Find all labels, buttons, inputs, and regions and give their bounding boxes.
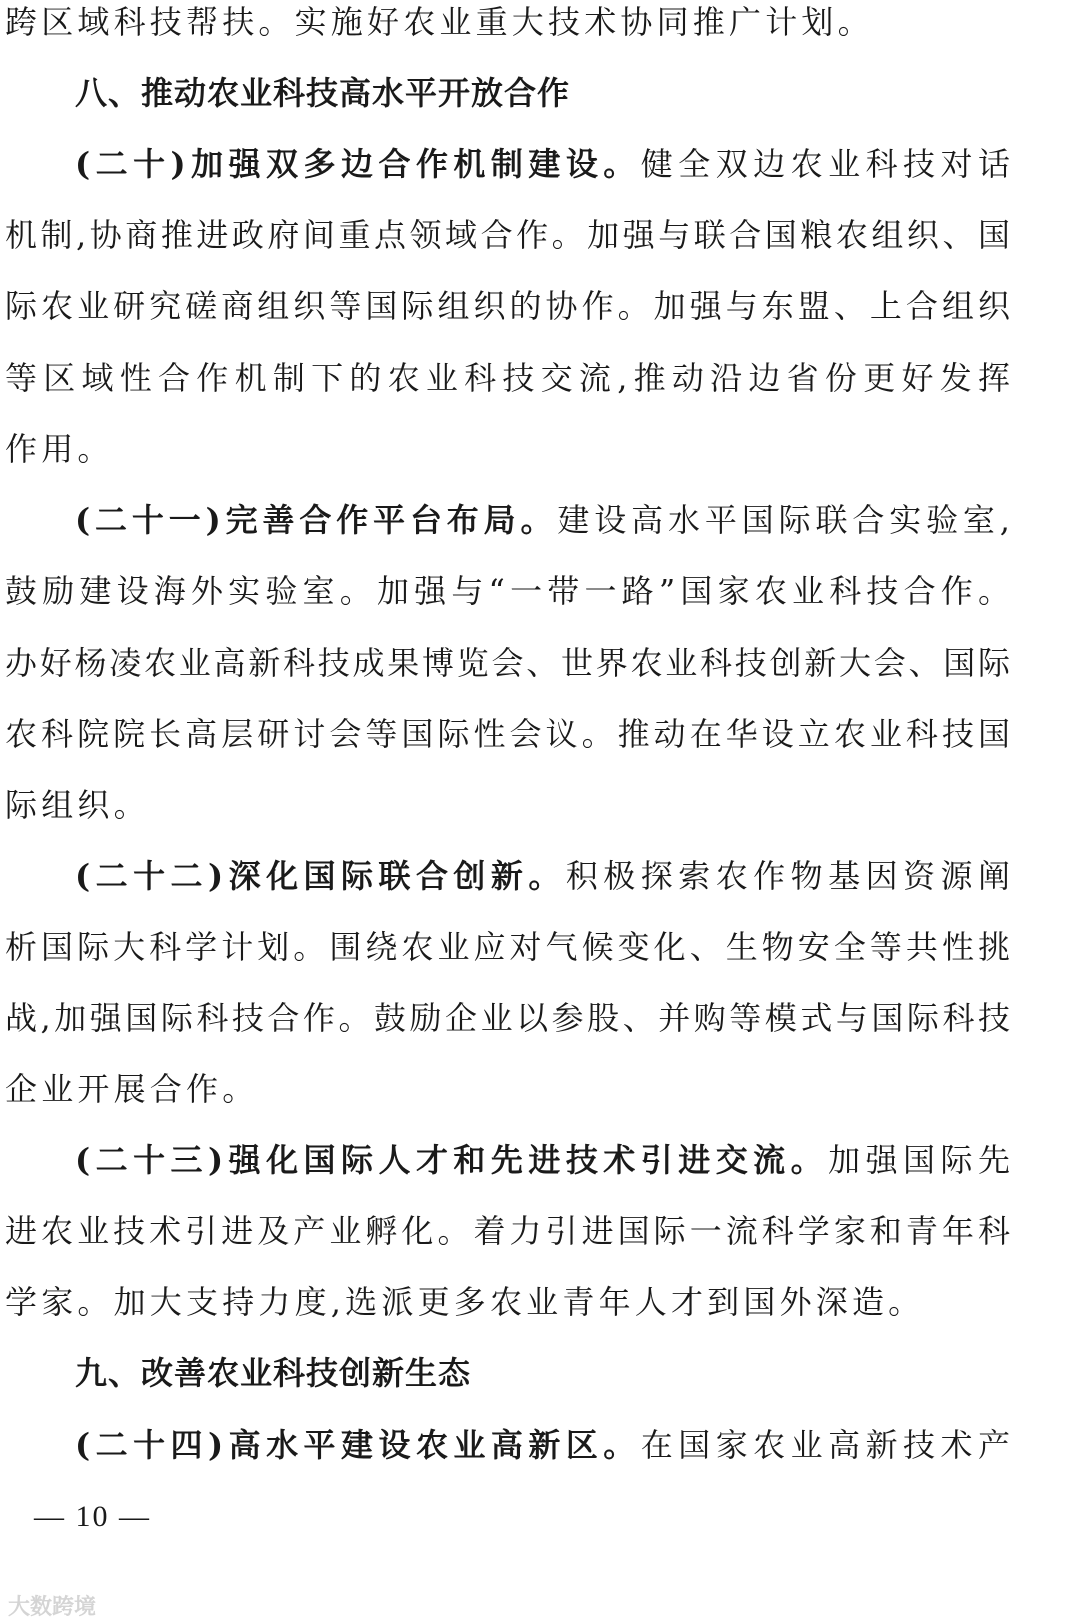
paragraph-lead-line bbox=[75, 485, 1010, 556]
body-line: 学家。加大支持力度,选派更多农业青年人才到国外深造。 bbox=[5, 1283, 925, 1321]
clause-title: (二十二)深化国际联合创新。 bbox=[75, 857, 566, 895]
paragraph-lead-line bbox=[75, 1125, 1010, 1196]
section-heading: 八、推动农业科技高水平开放合作 bbox=[75, 74, 571, 112]
body-line: 析国际大科学计划。围绕农业应对气候变化、生物安全等共性挑 bbox=[5, 928, 1010, 966]
paragraph-lead-line bbox=[75, 841, 1010, 912]
clause-title: (二十一)完善合作平台布局。 bbox=[75, 501, 558, 539]
body-line: 机制,协商推进政府间重点领域合作。加强与联合国粮农组织、国 bbox=[5, 216, 1010, 254]
watermark-logo: 大数跨境 bbox=[8, 1595, 97, 1620]
clause-text: 建设高水平国际联合实验室, bbox=[557, 501, 1010, 539]
clause-title: (二十)加强双多边合作机制建设。 bbox=[75, 145, 641, 183]
body-line: 办好杨凌农业高新科技成果博览会、世界农业科技创新大会、国际 bbox=[5, 644, 1010, 682]
body-line: 农科院院长高层研讨会等国际性会议。推动在华设立农业科技国 bbox=[5, 715, 1010, 753]
body-line: 等区域性合作机制下的农业科技交流,推动沿边省份更好发挥 bbox=[5, 359, 1010, 397]
body-line: 企业开展合作。 bbox=[5, 1070, 259, 1108]
body-line: 战,加强国际科技合作。鼓励企业以参股、并购等模式与国际科技 bbox=[5, 999, 1010, 1037]
section-heading: 九、改善农业科技创新生态 bbox=[75, 1354, 472, 1392]
clause-text: 加强国际先 bbox=[828, 1141, 1010, 1179]
clause-text: 在国家农业高新技术产 bbox=[640, 1426, 1010, 1464]
body-line: 际农业研究磋商组织等国际组织的协作。加强与东盟、上合组织 bbox=[5, 287, 1010, 325]
clause-title: (二十四)高水平建设农业高新区。 bbox=[75, 1426, 641, 1464]
body-line: 作用。 bbox=[5, 430, 114, 468]
body-line: 跨区域科技帮扶。实施好农业重大技术协同推广计划。 bbox=[5, 3, 874, 41]
body-line: 进农业技术引进及产业孵化。着力引进国际一流科学家和青年科 bbox=[5, 1212, 1010, 1250]
paragraph-lead-line bbox=[75, 129, 1010, 200]
body-line: 际组织。 bbox=[5, 786, 150, 824]
paragraph-lead-line bbox=[75, 1410, 1010, 1481]
page-number: — 10 — bbox=[34, 1500, 151, 1533]
clause-title: (二十三)强化国际人才和先进技术引进交流。 bbox=[75, 1141, 829, 1179]
clause-text: 积极探索农作物基因资源阐 bbox=[565, 857, 1010, 895]
clause-text: 健全双边农业科技对话 bbox=[640, 145, 1010, 183]
body-line: 鼓励建设海外实验室。加强与“一带一路”国家农业科技合作。 bbox=[5, 572, 1010, 610]
